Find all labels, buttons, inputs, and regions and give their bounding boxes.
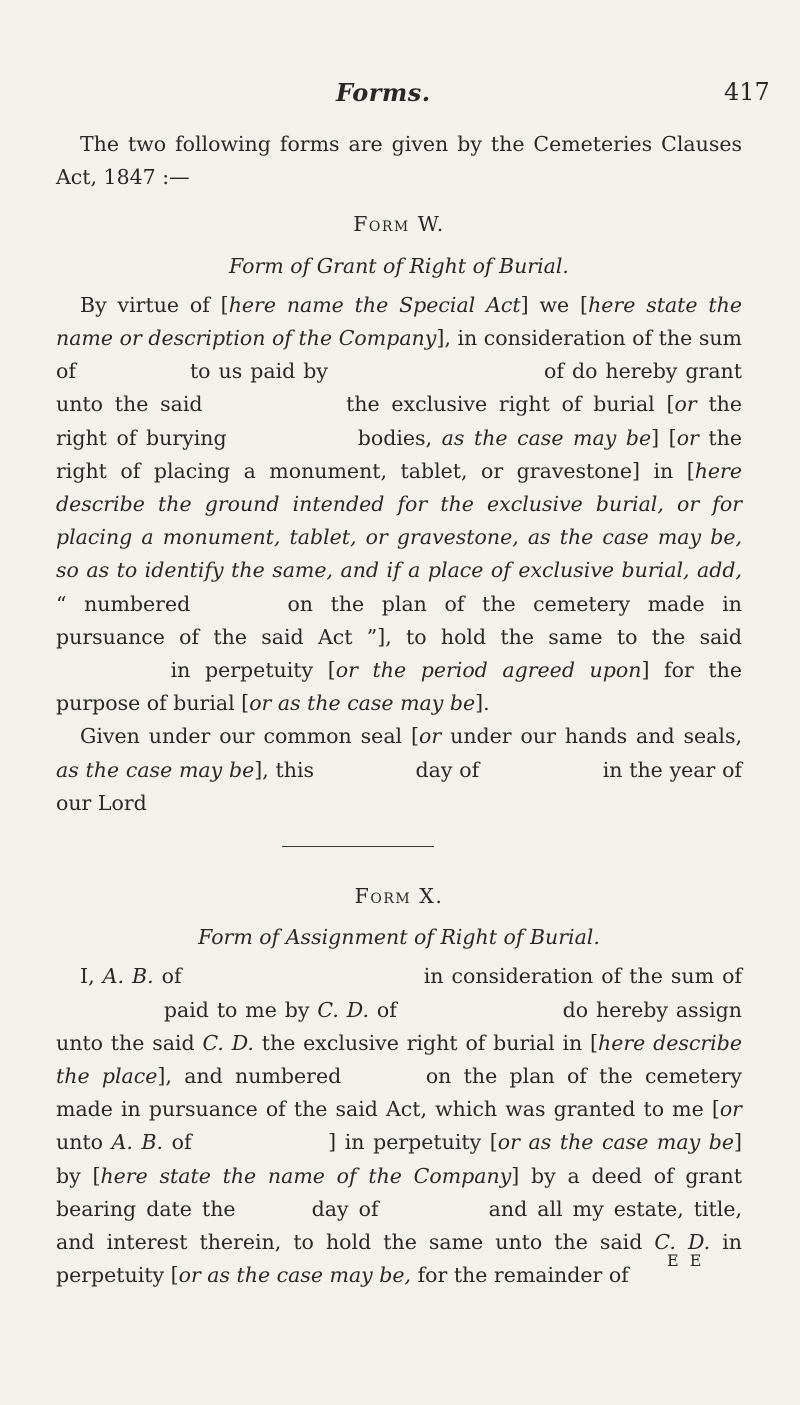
form-x-body: I, A. B. of in consideration of the sum of paid to me by C. D. of do hereby assign unto the said C. D. the exclusive right of burial in [here describe the place], and numbered on the plan of the cemetery made in pursuance of the said Act, which was granted to me [or unto A. B. of ] in perpetuity [or as the case may be] by [here state the name of the Company] by a deed of grant bearing date the day of and all my estate, title, and interest therein, to hold the same unto the said C. D. in perpetuity [or as the case may be, for the remainder of [56,964,743,1288]
page-number: 417 [724,78,770,106]
form-w-title: Form of Grant of Right of Burial. [229,253,569,278]
page-content [56,128,742,1293]
form-w-body: By virtue of [here name the Special Act] we [here state the name or description of the Company], in consideration of the sum of to us paid by of do hereby grant unto the said the exclusive right of burial [or the right of burying bodies, as the case may be] [or the right of placing a monument, tablet, or gravestone] in [here describe the ground intended for the exclusive burial, or for placing a monument, tablet, or gravestone, as the case may be, so as to identify the same, and if a place of exclusive burial, add, “ numbered on the plan of the cemetery made in pursuance of the said Act ”], to hold the same to the said in perpetuity [or the period agreed upon] for the purpose of burial [or as the case may be]. [56,292,743,716]
section-divider [56,820,742,866]
signature-mark: E E [667,1251,705,1270]
running-head [0,78,800,110]
form-w-given: Given under our common seal [or under our hands and seals, as the case may be], this day of in the year of our Lord [56,724,743,815]
form-w-heading: Form W. [353,212,445,237]
divider-rule [282,846,434,847]
form-x-title: Form of Assignment of Right of Burial. [198,925,600,950]
intro-paragraph: The two following forms are given by the Cemeteries Clauses Act, 1847 :— [56,132,742,190]
running-title: Forms. [336,78,431,107]
form-x-heading: Form X. [354,884,444,909]
